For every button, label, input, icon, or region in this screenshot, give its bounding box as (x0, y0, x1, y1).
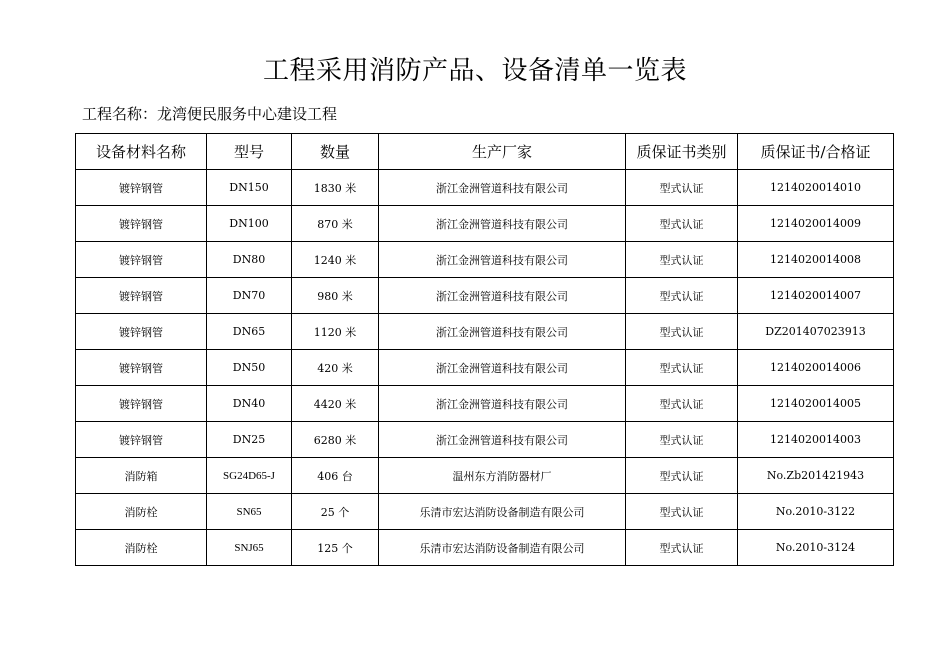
col-header-name: 设备材料名称 (76, 134, 207, 170)
cell-manufacturer: 浙江金洲管道科技有限公司 (379, 278, 626, 314)
cell-name: 消防箱 (76, 458, 207, 494)
cell-name: 镀锌钢管 (76, 350, 207, 386)
cell-quantity: 406 台 (292, 458, 379, 494)
cell-model: DN100 (207, 206, 292, 242)
cell-quantity: 4420 米 (292, 386, 379, 422)
cell-name: 镀锌钢管 (76, 242, 207, 278)
cell-cert-number: 1214020014003 (738, 422, 894, 458)
cell-cert-type: 型式认证 (626, 386, 738, 422)
table-row (76, 314, 894, 350)
cell-quantity: 125 个 (292, 530, 379, 566)
table-row (76, 206, 894, 242)
cell-quantity: 870 米 (292, 206, 379, 242)
cell-cert-type: 型式认证 (626, 530, 738, 566)
cell-name: 消防栓 (76, 530, 207, 566)
cell-quantity: 1120 米 (292, 314, 379, 350)
table-row (76, 422, 894, 458)
cell-model: SN65 (207, 494, 292, 530)
cell-manufacturer: 浙江金洲管道科技有限公司 (379, 314, 626, 350)
cell-manufacturer: 浙江金洲管道科技有限公司 (379, 350, 626, 386)
cell-cert-number: 1214020014005 (738, 386, 894, 422)
cell-manufacturer: 浙江金洲管道科技有限公司 (379, 422, 626, 458)
cell-quantity: 6280 米 (292, 422, 379, 458)
cell-name: 镀锌钢管 (76, 170, 207, 206)
cell-cert-type: 型式认证 (626, 422, 738, 458)
cell-cert-number: No.Zb201421943 (738, 458, 894, 494)
cell-manufacturer: 浙江金洲管道科技有限公司 (379, 242, 626, 278)
cell-cert-number: No.2010-3122 (738, 494, 894, 530)
table-header-row (76, 134, 894, 170)
cell-cert-number: 1214020014008 (738, 242, 894, 278)
col-header-manufacturer: 生产厂家 (379, 134, 626, 170)
cell-model: DN70 (207, 278, 292, 314)
table-row (76, 278, 894, 314)
table-body (76, 170, 894, 566)
cell-manufacturer: 浙江金洲管道科技有限公司 (379, 386, 626, 422)
cell-model: DN150 (207, 170, 292, 206)
table-row (76, 386, 894, 422)
col-header-quantity: 数量 (292, 134, 379, 170)
cell-name: 消防栓 (76, 494, 207, 530)
cell-cert-type: 型式认证 (626, 458, 738, 494)
cell-model: DN40 (207, 386, 292, 422)
cell-model: DN50 (207, 350, 292, 386)
table-row (76, 530, 894, 566)
cell-cert-number: DZ201407023913 (738, 314, 894, 350)
cell-cert-type: 型式认证 (626, 314, 738, 350)
cell-manufacturer: 浙江金洲管道科技有限公司 (379, 170, 626, 206)
project-name: 工程名称：龙湾便民服务中心建设工程 (82, 105, 338, 123)
cell-cert-type: 型式认证 (626, 494, 738, 530)
cell-name: 镀锌钢管 (76, 314, 207, 350)
cell-manufacturer: 温州东方消防器材厂 (379, 458, 626, 494)
cell-quantity: 980 米 (292, 278, 379, 314)
cell-cert-type: 型式认证 (626, 170, 738, 206)
table-row (76, 242, 894, 278)
table-row (76, 170, 894, 206)
cell-cert-number: 1214020014007 (738, 278, 894, 314)
cell-cert-number: 1214020014009 (738, 206, 894, 242)
cell-name: 镀锌钢管 (76, 422, 207, 458)
cell-name: 镀锌钢管 (76, 206, 207, 242)
cell-model: DN80 (207, 242, 292, 278)
cell-cert-type: 型式认证 (626, 350, 738, 386)
cell-quantity: 420 米 (292, 350, 379, 386)
cell-cert-number: 1214020014010 (738, 170, 894, 206)
cell-cert-number: No.2010-3124 (738, 530, 894, 566)
col-header-model: 型号 (207, 134, 292, 170)
col-header-cert-number: 质保证书/合格证 (738, 134, 894, 170)
cell-name: 镀锌钢管 (76, 386, 207, 422)
cell-model: SNJ65 (207, 530, 292, 566)
cell-quantity: 1240 米 (292, 242, 379, 278)
cell-name: 镀锌钢管 (76, 278, 207, 314)
cell-manufacturer: 乐清市宏达消防设备制造有限公司 (379, 494, 626, 530)
equipment-table (75, 133, 894, 566)
document-title: 工程采用消防产品、设备清单一览表 (262, 56, 687, 86)
cell-cert-type: 型式认证 (626, 242, 738, 278)
cell-quantity: 25 个 (292, 494, 379, 530)
cell-model: DN25 (207, 422, 292, 458)
cell-model: SG24D65-J (207, 458, 292, 494)
table-row (76, 458, 894, 494)
cell-cert-type: 型式认证 (626, 278, 738, 314)
cell-manufacturer: 浙江金洲管道科技有限公司 (379, 206, 626, 242)
cell-cert-type: 型式认证 (626, 206, 738, 242)
cell-cert-number: 1214020014006 (738, 350, 894, 386)
cell-quantity: 1830 米 (292, 170, 379, 206)
col-header-cert-type: 质保证书类别 (626, 134, 738, 170)
table-row (76, 494, 894, 530)
table-row (76, 350, 894, 386)
cell-model: DN65 (207, 314, 292, 350)
cell-manufacturer: 乐清市宏达消防设备制造有限公司 (379, 530, 626, 566)
